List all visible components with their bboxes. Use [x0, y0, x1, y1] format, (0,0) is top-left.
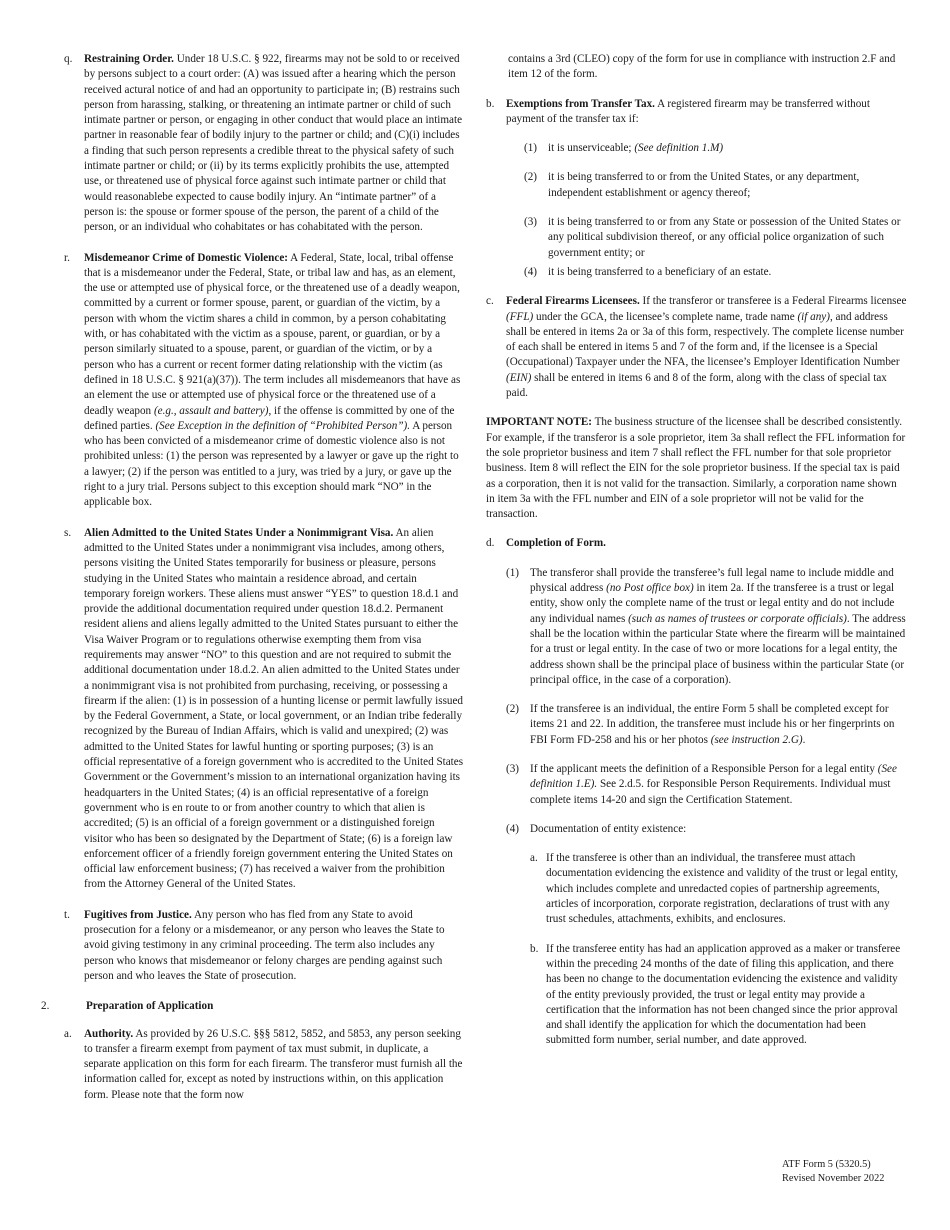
instruction-a-authority	[64, 1027, 464, 1103]
definition-r-misdemeanor-domestic-violence	[64, 251, 464, 511]
completion-item-3	[506, 762, 908, 808]
item-title: Federal Firearms Licensees.	[506, 295, 640, 308]
item-marker: d.	[486, 537, 495, 550]
documentation-item-b	[530, 942, 908, 1049]
item-text: If the transferor or transferee is a Federal Firearms licensee	[642, 295, 907, 308]
item-text: .	[802, 733, 806, 746]
item-emphasis: (see instruction 2.G)	[710, 733, 803, 746]
item-text: in item 2a. If the transferee is a trust or legal entity, show only the complete name of the trust or legal entity and do not include any individual names	[530, 582, 895, 625]
completion-list	[506, 566, 908, 1049]
item-text: it is unserviceable;	[548, 142, 632, 155]
item-title: Misdemeanor Crime of Domestic Violence:	[84, 251, 288, 264]
item-emphasis: (e.g., assault and battery)	[153, 404, 269, 417]
left-column	[41, 52, 464, 1118]
item-text: Documentation of entity existence:	[530, 822, 687, 835]
item-text: A registered firearm may be transferred without payment of the transfer tax if:	[506, 97, 870, 125]
exemption-list	[524, 141, 908, 280]
item-text: . The address shall be the location within the particular State where the firearm will be maintained for a trust or legal entity. In the case of two or more locations for a legal entity, the address shown shall be the principal place of business within the particular State (or principal office, in the case of a corporation).	[530, 612, 906, 686]
item-text: it is being transferred to or from any State or possession of the United States or any political subdivision thereof, or any official police organization of such government entity; or	[548, 216, 901, 259]
item-marker: (2)	[524, 171, 537, 184]
completion-item-4	[506, 822, 908, 1049]
item-title: Fugitives from Justice.	[84, 908, 192, 921]
form-number: ATF Form 5 (5320.5)	[782, 1159, 871, 1170]
item-marker: c.	[486, 295, 494, 308]
item-emphasis: (if any)	[797, 310, 830, 323]
item-text: A Federal, State, local, tribal offense that is a misdemeanor under the Federal, State, or tribal law and has, as an element, the use or attempted use of physical force, or the threatened use of a deadly weapon, committed by a current or former spouse, parent, or guardian of the victim, by a person with whom the victim shares a child in common, by a person cohabitating with, or has cohabitated with the victim as a spouse, parent, or guardian, or by a person similarly situated to a spouse, parent, or guardian of the victim, or by a person who has a current or recent former dating relationship with the victim (as defined in 18 U.S.C. § 921(a)(37)). The term includes all misdemeanors that have as an element the use or attempted use of physical force or the threatened use of a deadly weapon	[84, 251, 461, 417]
item-text: A person who has been convicted of a misdemeanor crime of domestic violence also is not prohibited unless: (1) the person was represented by a lawyer or gave up the right to a lawyer; (2) if the person was entitled to a jury, was tried by a jury, or gave up the right to a jury trial. Persons subject to this exception should mark “NO” in the applicable box.	[84, 419, 459, 509]
instruction-b-exemptions	[486, 97, 908, 281]
item-emphasis: (no Post office box)	[606, 582, 694, 595]
section-title: Preparation of Application	[86, 1000, 214, 1013]
item-emphasis: (See definition 1.E).	[530, 762, 897, 791]
exemption-item	[524, 141, 908, 156]
item-text: If the transferee is other than an individual, the transferee must attach documentation evidencing the existence and validity of the trust or legal entity, which includes complete and unredacted copies of partnership agreements, articles of incorporation, corporate registration, declarations of trust with any trust schedules, attachments, exhibits, and enclosures.	[546, 852, 898, 926]
item-text: under the GCA, the licensee’s complete name, trade name	[536, 310, 795, 323]
completion-item-1	[506, 566, 908, 688]
item-marker: (3)	[524, 216, 537, 229]
section-2-heading	[41, 999, 464, 1014]
item-marker: (1)	[524, 142, 537, 155]
important-note	[486, 415, 908, 522]
item-text: If the transferee entity has had an application approved as a maker or transferee within the preceding 24 months of the date of filing this application, and there has been no change to the documentation evidencing the existence and validity of the entity previously provided, the trust or legal entity may provide a certification that the information has not been changed since the prior approval and shall identify the application for which the documentation had been submitted form number, serial number, and date approved.	[546, 942, 901, 1047]
item-text: shall be entered in items 6 and 8 of the form, along with the class of special tax paid.	[506, 371, 887, 400]
item-title: Exemptions from Transfer Tax.	[506, 97, 655, 110]
item-marker: s.	[64, 526, 72, 539]
section-marker: 2.	[41, 1000, 50, 1013]
definition-t-fugitives	[64, 908, 464, 984]
item-title: Restraining Order.	[84, 53, 174, 65]
continued-text: contains a 3rd (CLEO) copy of the form for use in compliance with instruction 2.F and item 12 of the form.	[508, 53, 896, 81]
item-marker: r.	[64, 251, 70, 264]
item-emphasis: (FFL)	[506, 310, 534, 323]
item-text: , if the offense is committed by one of the defined parties.	[84, 404, 455, 432]
instruction-d-completion	[486, 536, 908, 1048]
item-marker: t.	[64, 908, 70, 921]
item-text: If the applicant meets the definition of a Responsible Person for a legal entity	[530, 762, 875, 775]
item-text: The transferor shall provide the transferee’s full legal name to include middle and physical address	[530, 566, 894, 595]
completion-item-2	[506, 702, 908, 748]
instruction-c-ffl	[486, 294, 908, 401]
documentation-item-a	[530, 851, 908, 927]
item-text: If the transferee is an individual, the entire Form 5 shall be completed except for items 21 and 22. In addition, the transferee must include his or her fingerprints on FBI Form FD-258 and his or her photos	[530, 703, 895, 746]
item-text: Under 18 U.S.C. § 922, firearms may not be sold to or received by persons subject to a court order: (A) was issued after a hearing which the person received actural notice of and had an opportunity to participate in; (B) restrains such person from harassing, stalking, or threatening an intimate partner or child of such intimate partner or person, or engaging in other conduct that would place an intimate partner in reasonable fear of bodily injury to the partner or child; and (C)(i) includes a finding that such person represents a credible threat to the physical safety of such intimate partner or child; or (ii) by its terms explicitly prohibits the use, attempted use, or threatened use of physical force against such intimate partner or child that would reasonablebe expected to cause bodily injury. An “intimate partner” of a person is: the spouse or former spouse of the person, the parent of a child of the person, or an individual who cohabitates or has cohabitated with the person.	[84, 53, 463, 234]
item-emphasis: (See definition 1.M)	[634, 142, 724, 155]
form-footer	[782, 1158, 884, 1185]
item-marker: (4)	[524, 265, 537, 278]
entity-documentation-list	[530, 851, 908, 1049]
item-text: See 2.d.5. for Responsible Person Requirements. Individual must complete items 14-20 and sign the Certification Statement.	[530, 778, 891, 806]
item-marker: (3)	[506, 762, 519, 775]
item-text: An alien admitted to the United States under a nonimmigrant visa includes, among others, persons visiting the United States temporarily for business or pleasure, persons studying in the United States who maintain a residence abroad, and certain temporary foreign workers. These aliens must answer “YES” to question 18.d.1 and provide the additional documentation required under question 18.d.2. Permanent resident aliens and aliens legally admitted to the United States pursuant to either the Visa Waiver Program or to regulations otherwise exempting them from visa requirements may answer “NO” to this question and are not required to submit the additional documentation under 18.d.2. An alien admitted to the United States under a nonimmigrant visa is not prohibited from purchasing, receiving, or possessing a firearm if the alien: (1) is in possession of a hunting license or permit lawfully issued by the Federal Government, a State, or local government, or an Indian tribe federally recognized by the Bureau of Indian Affairs, which is valid and unexpired; (2) was admitted to the United States for lawful hunting or sporting purposes; (3) is an official representative of a foreign government who is accredited to the United States Government or the Government’s mission to an international organization having its headquarters in the United States; (4) is an official representative of a foreign government who is en route to or from another country to which that alien is accredited; (5) is an official of a foreign government or a distinguished foreign visitor who has been so designated by the Department of State; (6) is a foreign law enforcement officer of a friendly foreign government entering the United States on official law enforcement business; (7) has received a waiver from the prohibition from the Attorney General of the United States.	[84, 526, 464, 891]
exemption-item	[524, 215, 908, 261]
item-emphasis: (such as names of trustees or corporate officials)	[628, 612, 847, 625]
item-marker: q.	[64, 53, 73, 65]
item-text: , and address shall be entered in items 2a or 3a of this form, respectively. The complete license number of each shall be entered in items 5 and 7 of the form and, if the licensee is a Special (Occupational) Taxpayer under the NFA, the licensee’s Employer Identification Number	[506, 310, 904, 369]
item-text: Any person who has fled from any State to avoid prosecution for a felony or a misdemeanor, or any person who leaves the State to avoid giving testimony in any criminal proceeding. The term also includes any person who knows that misdemeanor or felony charges are pending against such person and who leaves the State of prosecution.	[84, 908, 445, 982]
definition-s-nonimmigrant-alien	[64, 526, 464, 893]
item-marker: (4)	[506, 822, 519, 835]
item-emphasis: (See Exception in the definition of “Prohibited Person”).	[155, 419, 411, 432]
item-marker: (2)	[506, 703, 519, 716]
item-text: it is being transferred to a beneficiary of an estate.	[548, 265, 772, 278]
item-marker: (1)	[506, 566, 519, 579]
definition-q-restraining-order	[64, 52, 464, 236]
important-label: IMPORTANT NOTE:	[486, 416, 592, 429]
item-title: Completion of Form.	[506, 537, 606, 550]
right-column	[486, 52, 908, 1063]
item-marker: b.	[486, 97, 495, 110]
item-emphasis: (EIN)	[506, 371, 532, 384]
item-marker: a.	[530, 852, 538, 865]
item-title: Alien Admitted to the United States Under a Nonimmigrant Visa.	[84, 526, 394, 539]
item-title: Authority.	[84, 1027, 134, 1040]
item-marker: b.	[530, 942, 539, 955]
important-text: The business structure of the licensee shall be described consistently. For example, if the transferor is a sole proprietor, item 3a shall reflect the FFL information for the sole proprietor business and item 7 shall reflect the FFL number for that sole proprietor business. Item 8 will reflect the EIN for the sole proprietor business. If the special tax is paid as a corporation, then it is not valid for the transaction. Similarly, a corporation name shown in item 3a with the FFL number and EIN of a sole proprietor will not be valid for the transaction.	[486, 416, 906, 521]
revision-date: Revised November 2022	[782, 1172, 885, 1184]
exemption-item	[524, 170, 908, 201]
item-marker: a.	[64, 1027, 72, 1040]
item-text: As provided by 26 U.S.C. §§§ 5812, 5852, and 5853, any person seeking to transfer a firearm exempt from payment of tax must submit, in duplicate, a separate application on this form for each firearm. The transferor must furnish all the information called for, except as noted by instructions within, on this application form. Please note that the form now	[84, 1027, 463, 1101]
item-text: it is being transferred to or from the United States, or any department, independent establishment or agency thereof;	[548, 171, 860, 199]
exemption-item	[524, 265, 908, 280]
